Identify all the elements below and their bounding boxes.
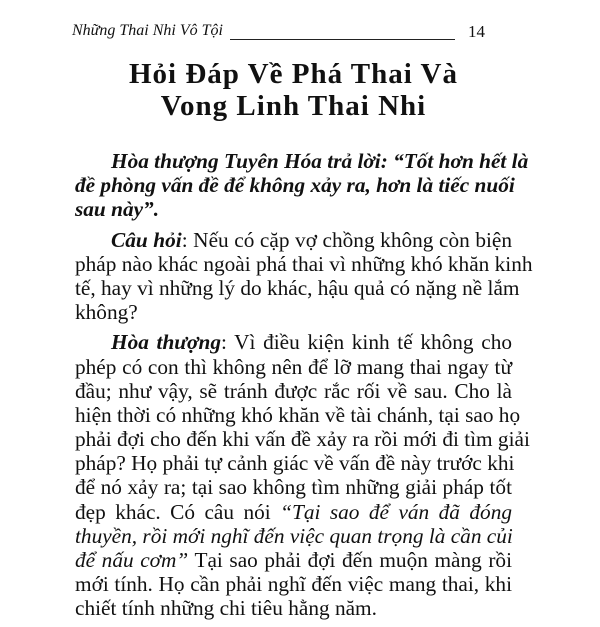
chapter-title-line-1: Hỏi Đáp Về Phá Thai Và: [129, 58, 458, 90]
emphasis-text: Câu hỏi: [111, 227, 182, 252]
page-number: 14: [468, 22, 485, 41]
running-title: Những Thai Nhi Vô Tội: [72, 22, 223, 39]
chapter-title-line-2: Vong Linh Thai Nhi: [160, 90, 427, 122]
text-run: hiện thời có những khó khăn về tài chánh, tại sao họ: [75, 402, 521, 427]
text-line: [75, 173, 515, 198]
text-run: : Nếu có cặp vợ chồng không còn biện: [181, 227, 512, 252]
paragraph-master-quote: [75, 149, 529, 222]
text-line: [75, 379, 512, 403]
text-run: đẹp khác. Có câu nói: [75, 499, 281, 524]
emphasis-text: đề phòng vấn đề để không xảy ra, hơn là tiếc nuối: [75, 173, 515, 198]
text-run: pháp nào khác ngoài phá thai vì những khó khăn kinh: [75, 251, 533, 276]
text-line: [75, 402, 521, 427]
text-line: [75, 251, 533, 276]
header-rule: [230, 39, 455, 40]
text-run: Tại sao phải đợi đến muộn màng rồi: [188, 548, 512, 572]
text-run: không?: [75, 300, 138, 325]
text-line: [75, 149, 529, 173]
text-run: pháp? Họ phải tự cảnh giác về vấn đề này trước khi: [75, 451, 515, 476]
text-run: tế, hay vì những lý do khác, hậu quả có nặng nề lắm: [75, 275, 520, 300]
emphasis-text: Hòa thượng Tuyên Hóa trả lời: “Tốt hơn hết là: [111, 149, 529, 173]
text-line: [75, 228, 512, 252]
text-run: để nó xảy ra; tại sao không tìm những giải pháp tốt: [75, 475, 512, 500]
quoted-proverb: “Tại sao để ván đã đóng: [280, 499, 512, 524]
text-line: [75, 355, 512, 379]
quoted-proverb: thuyền, rồi mới nghĩ đến việc quan trọng là cần củi: [75, 523, 513, 548]
text-run: : Vì điều kiện kinh tế không cho: [220, 330, 512, 355]
text-run: phép có con thì không nên để lỡ mang thai ngay từ: [75, 354, 512, 379]
text-run: phải đợi cho đến khi vấn đề xảy ra rồi mới đi tìm giải: [75, 427, 530, 452]
text-line: [75, 475, 512, 499]
text-run: mới tính. Họ cần phải nghĩ đến việc mang thai, khi: [75, 572, 512, 597]
emphasis-text: sau này”.: [75, 197, 160, 222]
text-run: đầu; như vậy, sẽ tránh được rắc rối về sau. Cho là: [75, 378, 512, 403]
text-line: [75, 596, 512, 620]
text-line: [75, 451, 515, 476]
chapter-title: [75, 58, 512, 122]
text-line: [75, 300, 512, 324]
text-line: [75, 275, 520, 300]
emphasis-text: Hòa thượng: [111, 330, 221, 355]
text-run: chiết tính những chi tiêu hằng năm.: [75, 596, 377, 621]
text-line: [75, 427, 530, 452]
text-line: [75, 197, 512, 221]
text-line: [75, 548, 512, 572]
quoted-proverb: để nấu cơm”: [75, 548, 189, 572]
text-line: [75, 524, 512, 548]
paragraph-answer: [75, 330, 530, 621]
text-line: [75, 572, 512, 596]
text-line: [75, 500, 512, 524]
paragraph-question: [75, 227, 533, 325]
body-text: [75, 149, 533, 627]
running-header: [72, 22, 487, 46]
text-line: [75, 330, 512, 354]
